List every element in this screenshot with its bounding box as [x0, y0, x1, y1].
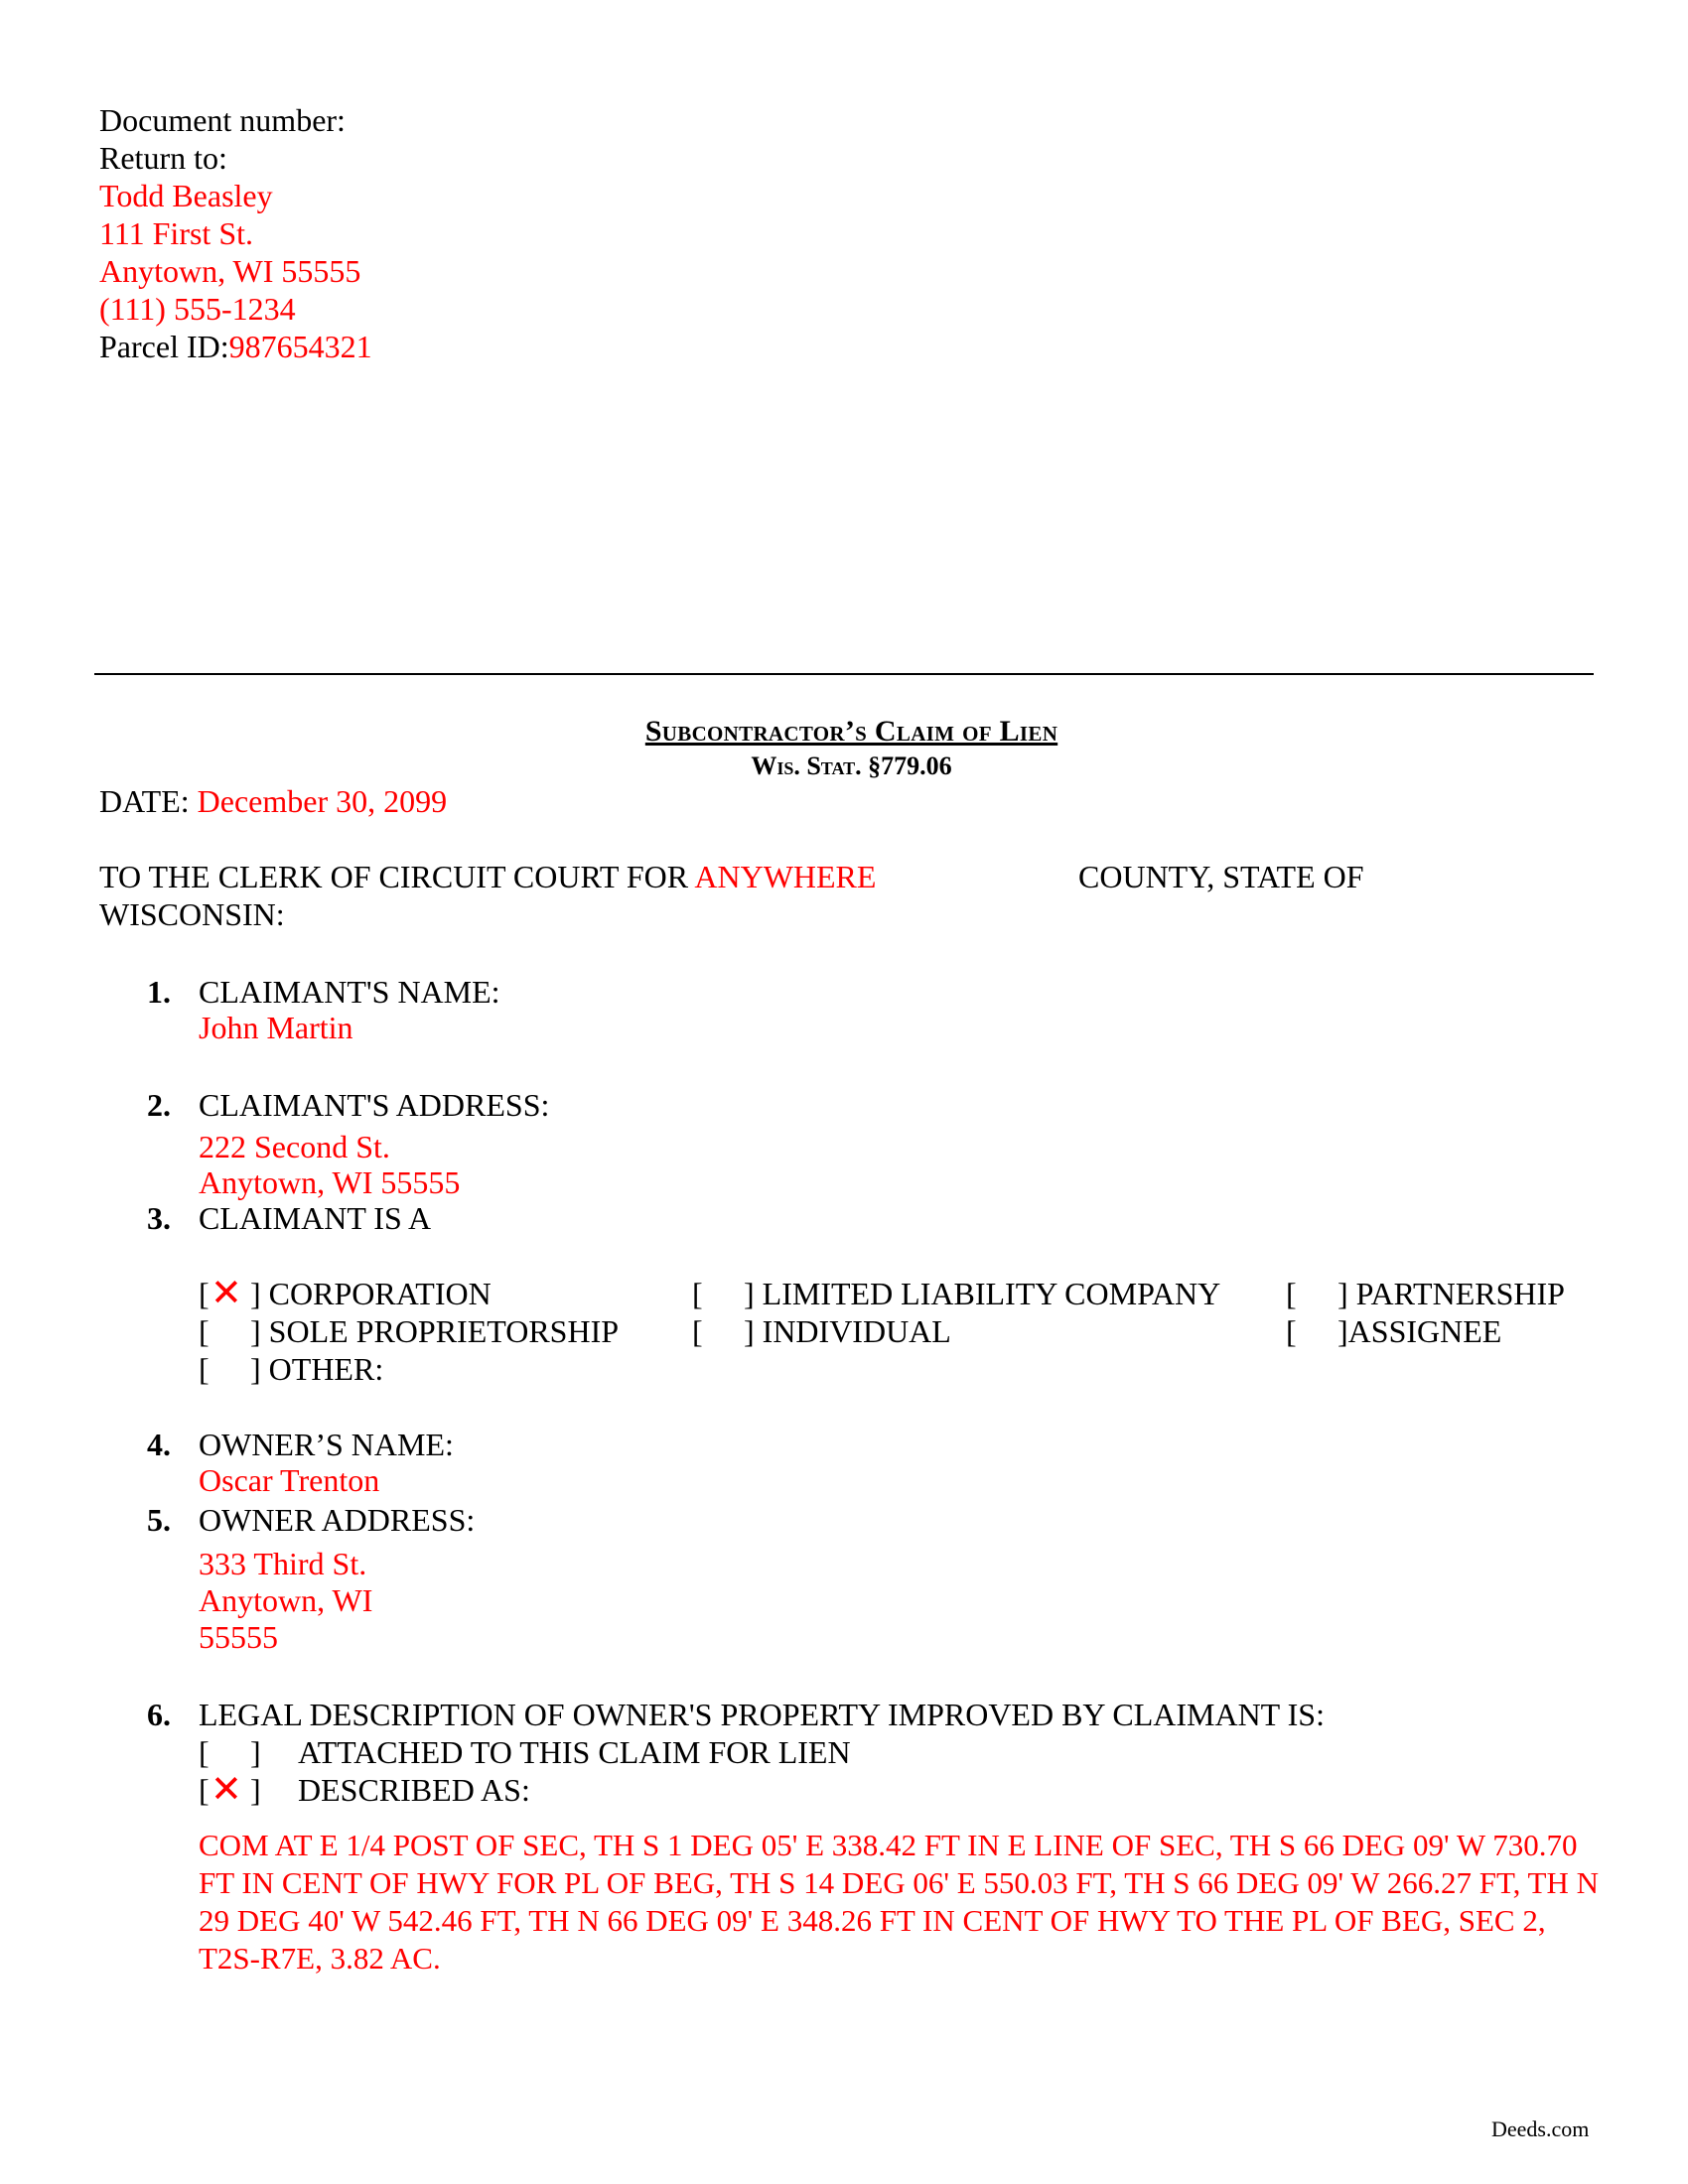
checkbox-other-open[interactable]: [ — [199, 1351, 210, 1387]
clerk-prefix: TO THE CLERK OF CIRCUIT COURT FOR — [99, 859, 689, 894]
claimant-name-label: CLAIMANT'S NAME: — [199, 974, 500, 1010]
owner-address-line3: 55555 — [199, 1619, 278, 1655]
legal-description-label: LEGAL DESCRIPTION OF OWNER'S PROPERTY IMPROVED BY CLAIMANT IS: — [199, 1697, 1325, 1732]
owner-address-line2: Anytown, WI — [199, 1582, 373, 1618]
return-city: Anytown, WI 55555 — [99, 253, 361, 289]
parcel-id-label: Parcel ID: — [99, 329, 229, 364]
claimant-address-line1: 222 Second St. — [199, 1129, 390, 1164]
option-corporation: ] CORPORATION — [250, 1276, 492, 1311]
owner-name-label: OWNER’S NAME: — [199, 1427, 454, 1462]
claimant-address-label: CLAIMANT'S ADDRESS: — [199, 1087, 550, 1123]
option-llc: ] LIMITED LIABILITY COMPANY — [744, 1276, 1221, 1311]
checkbox-llc-open[interactable]: [ — [692, 1276, 703, 1311]
return-street: 111 First St. — [99, 215, 253, 251]
checkbox-described-close: ] — [250, 1772, 261, 1808]
parcel-id-line — [99, 328, 372, 365]
option-assignee: ]ASSIGNEE — [1337, 1313, 1502, 1349]
option-described: DESCRIBED AS: — [298, 1772, 530, 1808]
item-number-2: 2. — [147, 1087, 171, 1123]
check-mark-icon[interactable]: ✕ — [211, 1271, 242, 1314]
owner-name-value: Oscar Trenton — [199, 1462, 380, 1498]
checkbox-attached-close: ] — [250, 1734, 261, 1770]
option-partnership: ] PARTNERSHIP — [1337, 1276, 1565, 1311]
claimant-type-label: CLAIMANT IS A — [199, 1200, 432, 1236]
header-divider — [94, 673, 1594, 675]
checkbox-corporation-open: [ — [199, 1276, 210, 1311]
title-main: Subcontractor’s Claim of Lien — [644, 715, 1058, 748]
item-number-3: 3. — [147, 1200, 171, 1236]
clerk-suffix: COUNTY, STATE OF — [1078, 859, 1364, 894]
return-phone: (111) 555-1234 — [99, 291, 296, 327]
legal-description-text: COM AT E 1/4 POST OF SEC, TH S 1 DEG 05' E 338.42 FT IN E LINE OF SEC, TH S 66 DEG 09' W 730.70 FT IN CENT OF HWY FOR PL OF BEG, TH S 14 DEG 06' E 550.03 FT, TH S 66 DEG 09' W 266.27 FT, TH N 29 DEG 40' W 542.46 FT, TH N 66 DEG 09' E 348.26 FT IN CENT OF HWY TO THE PL OF BEG, SEC 2, T2S-R7E, 3.82 AC. — [199, 1828, 1600, 1976]
claimant-address-line2: Anytown, WI 55555 — [199, 1164, 461, 1200]
clerk-line-2: WISCONSIN: — [99, 896, 285, 932]
option-other: ] OTHER: — [250, 1351, 384, 1387]
document-title — [0, 715, 1688, 782]
item-number-6: 6. — [147, 1697, 171, 1732]
item-number-1: 1. — [147, 974, 171, 1010]
clerk-line — [99, 858, 876, 895]
owner-address-line1: 333 Third St. — [199, 1546, 367, 1581]
date-label: DATE: — [99, 783, 190, 819]
parcel-id-value: 987654321 — [228, 329, 372, 364]
title-statute: Wis. Stat. §779.06 — [751, 751, 952, 780]
checkbox-partnership-open[interactable]: [ — [1286, 1276, 1297, 1311]
checkbox-described-open: [ — [199, 1772, 210, 1808]
item-number-5: 5. — [147, 1502, 171, 1538]
owner-address-label: OWNER ADDRESS: — [199, 1502, 476, 1538]
return-name: Todd Beasley — [99, 178, 273, 213]
checkbox-individual-open[interactable]: [ — [692, 1313, 703, 1349]
item-number-4: 4. — [147, 1427, 171, 1462]
return-to-label: Return to: — [99, 140, 227, 176]
option-attached: ATTACHED TO THIS CLAIM FOR LIEN — [298, 1734, 851, 1770]
date-value: December 30, 2099 — [197, 783, 448, 819]
option-individual: ] INDIVIDUAL — [744, 1313, 951, 1349]
checkbox-sole-prop-open[interactable]: [ — [199, 1313, 210, 1349]
clerk-county: ANYWHERE — [694, 859, 877, 894]
checkbox-attached-open[interactable]: [ — [199, 1734, 210, 1770]
claimant-name-value: John Martin — [199, 1010, 353, 1045]
footer-brand: Deeds.com — [1491, 2116, 1590, 2141]
check-mark-icon[interactable]: ✕ — [211, 1767, 242, 1811]
option-sole-proprietorship: ] SOLE PROPRIETORSHIP — [250, 1313, 620, 1349]
document-number-label: Document number: — [99, 102, 346, 138]
date-line — [99, 782, 447, 820]
return-address-block — [99, 101, 372, 365]
checkbox-assignee-open[interactable]: [ — [1286, 1313, 1297, 1349]
